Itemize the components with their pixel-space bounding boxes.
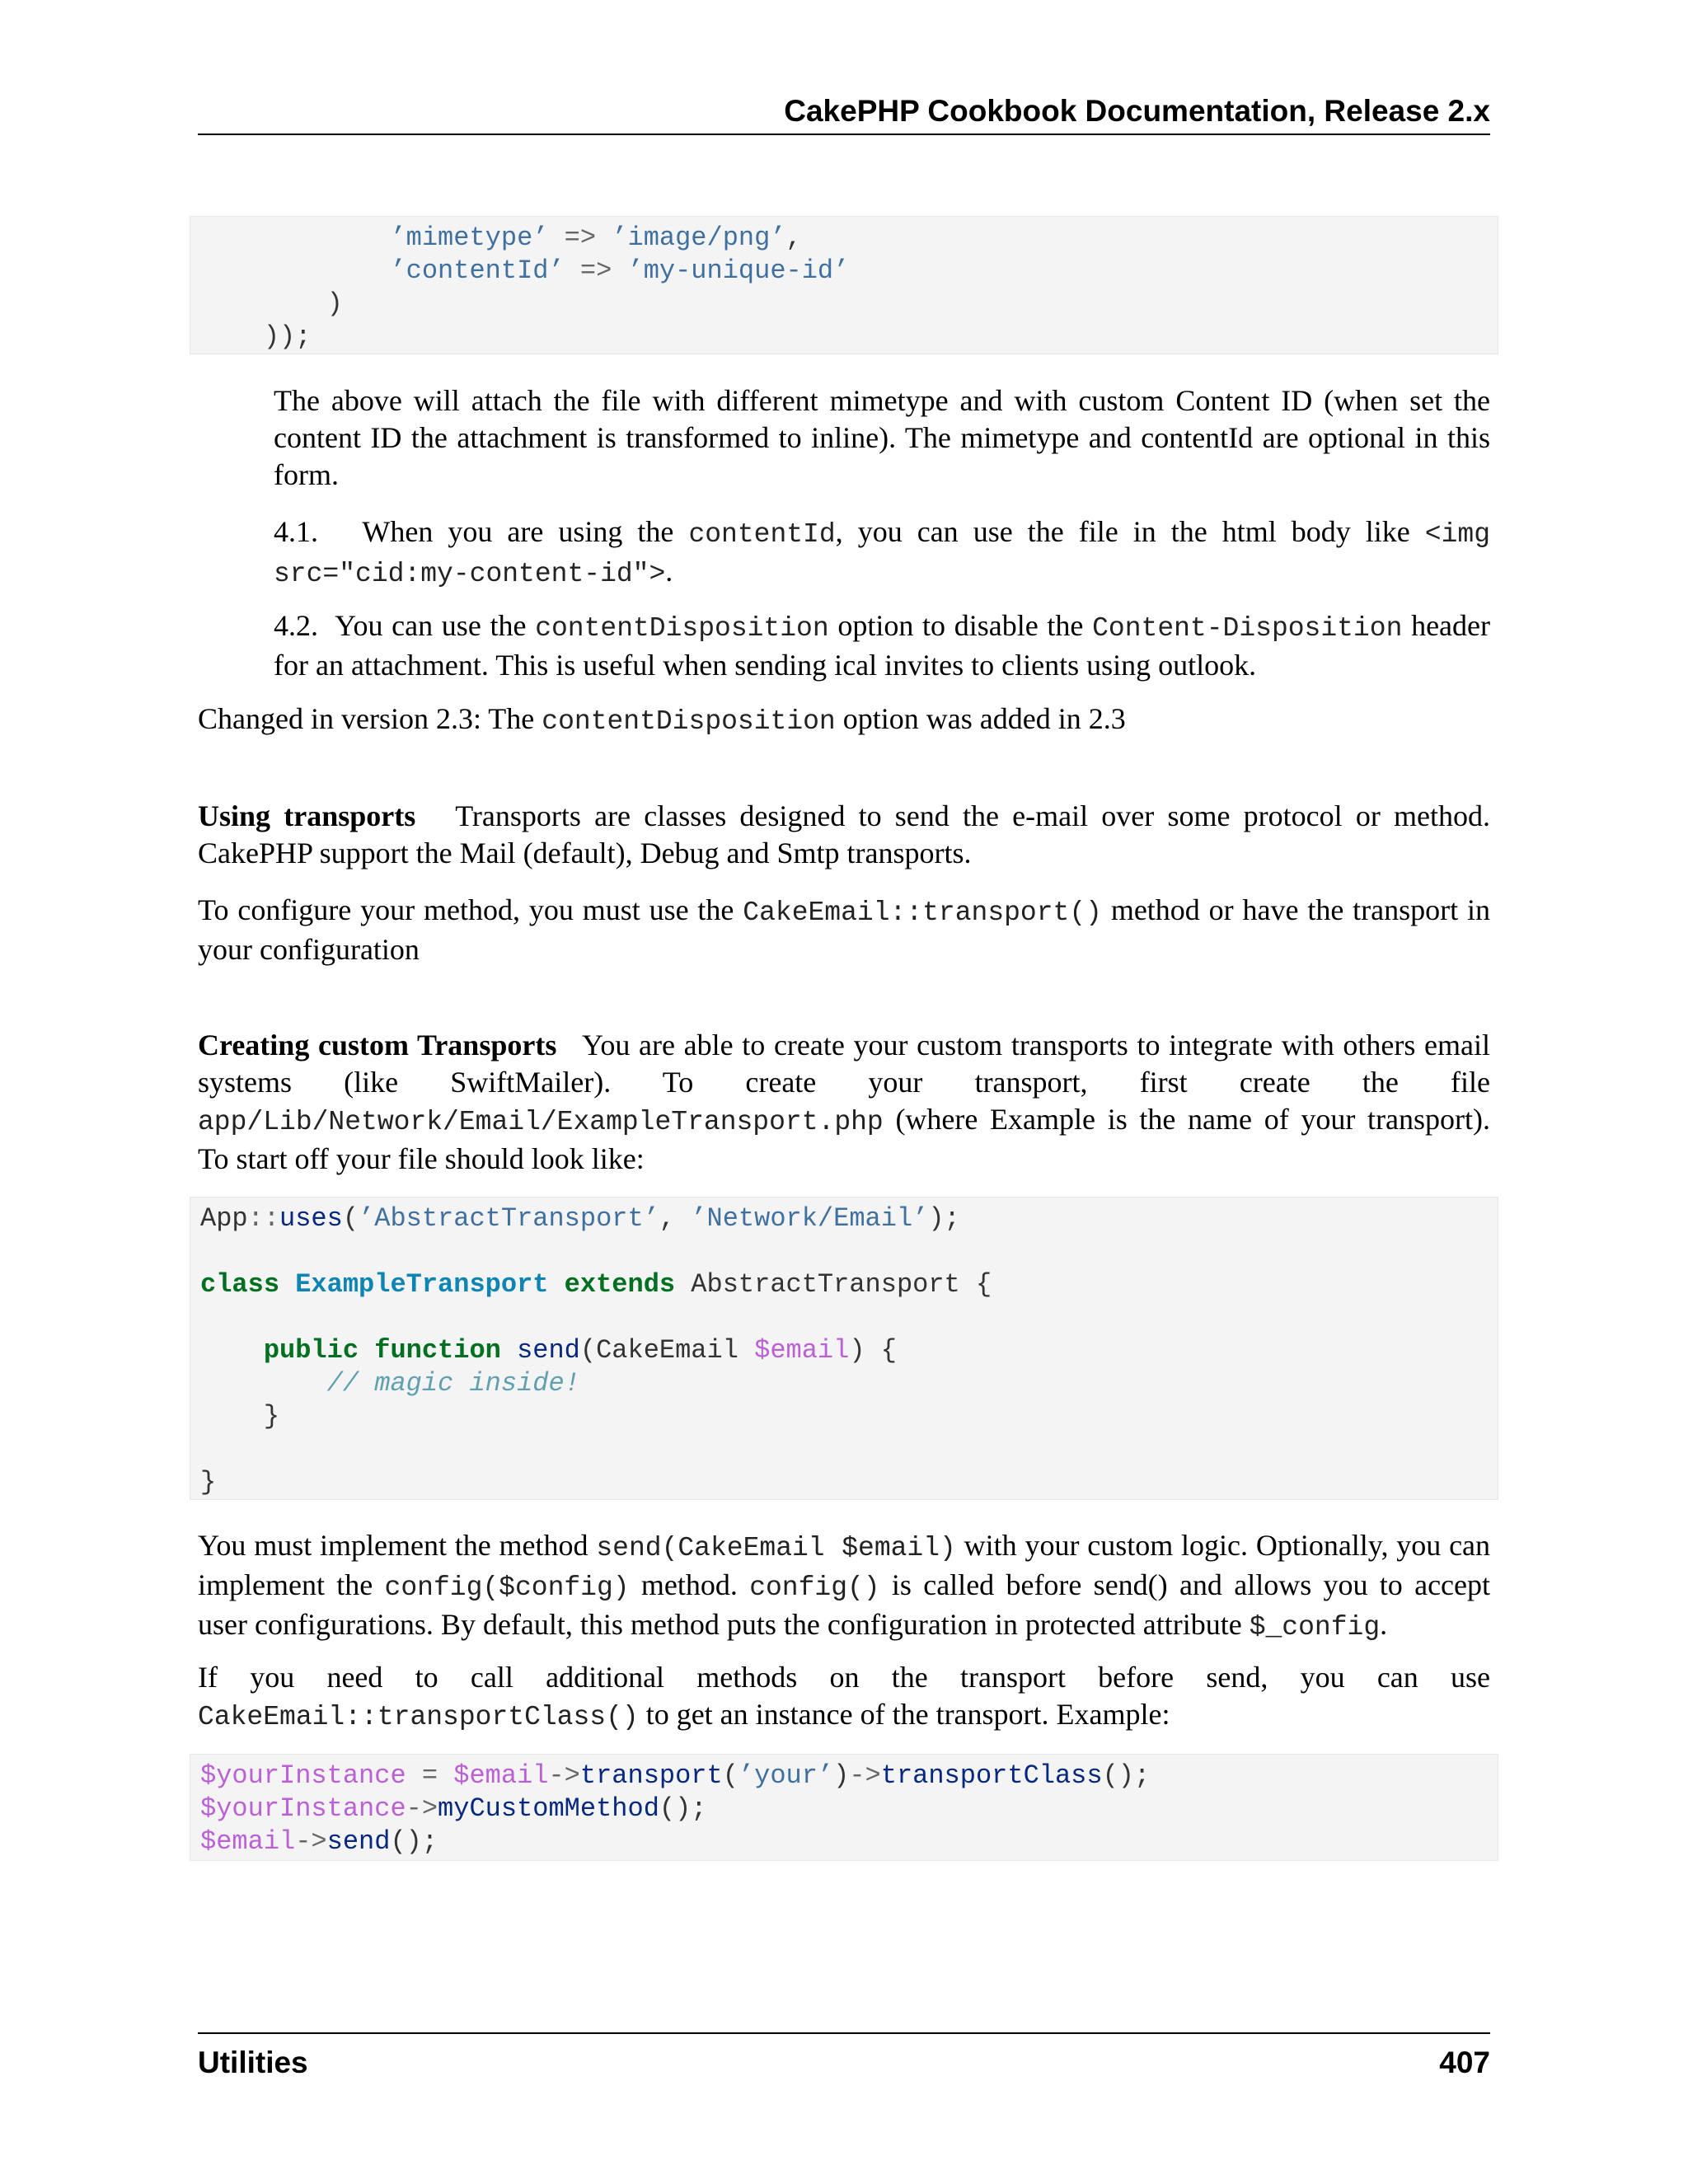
code-token: } [263,1401,280,1432]
section-heading: Creating custom Transports [198,1029,557,1062]
code-token: // magic inside! [326,1368,580,1399]
header-rule [198,134,1490,135]
code-token: (); [659,1793,707,1824]
code-token: ExampleTransport [295,1269,549,1300]
inline-code: Content-Disposition [1092,613,1403,644]
text-run: You must implement the method [198,1529,588,1562]
code-token: -> [406,1793,438,1824]
code-token: :: [247,1203,280,1234]
list-item-4-2 [274,607,1490,684]
version-change-note [198,701,1490,740]
text-run: If you need to call additional methods on the transport before send, you can use [198,1661,1490,1694]
code-token: public [263,1335,359,1366]
code-token: send [326,1826,391,1857]
code-token: $yourInstance [200,1760,406,1791]
code-token: transportClass [880,1760,1103,1791]
code-token: ); [928,1203,960,1234]
inline-code: CakeEmail::transportClass() [198,1702,639,1732]
inline-code: contentDisposition [542,706,836,737]
code-token: ) [326,288,343,319]
running-header: CakePHP Cookbook Documentation, Release 2.x [784,94,1490,128]
code-token: } [200,1467,217,1497]
text-run: . [1380,1608,1388,1641]
text-run: Transports are classes designed to send the e-mail over some protocol or method. CakePHP support the Mail (default), Debug and Smtp transports. [198,799,1490,869]
text-run: header for an attachment. This is useful when sending ical invites to clients using outlook. [274,609,1491,682]
code-token: $email [200,1826,296,1857]
paragraph-additional-methods [198,1659,1490,1736]
item-number: 4.2. [274,609,318,642]
code-token: ’mimetype’ [390,223,549,253]
text-run: When you are using the [362,515,674,548]
inline-code: send(CakeEmail $email) [596,1533,956,1563]
paragraph-configure [198,892,1490,968]
code-token: ’my-unique-id’ [627,255,850,286]
text-run: option was added in 2.3 [842,702,1126,735]
code-token: $email [754,1335,850,1366]
inline-code: $_config [1249,1612,1381,1643]
text-run: . [665,555,673,588]
code-token: , [659,1203,676,1234]
code-token: ( [722,1760,738,1791]
footer-section-title: Utilities [198,2046,308,2079]
code-token: -> [849,1760,881,1791]
inline-code: <img src="cid:my-content-id"> [274,519,1491,589]
code-token: App [200,1203,248,1234]
code-block-mimetype [190,216,1498,354]
code-token: => [579,255,612,286]
code-token: transport [579,1760,723,1791]
item-number: 4.1. [274,515,318,548]
code-token: send [517,1335,580,1366]
footer-rule [198,2032,1490,2034]
code-token: (); [390,1826,438,1857]
section-heading: Using transports [198,799,416,832]
text-run: (where Example is the name of your transport). To start off your file should look like: [198,1103,1490,1175]
list-item-4-1 [274,513,1490,593]
code-token: ) [833,1760,850,1791]
paragraph-implement-send [198,1527,1490,1646]
text-run: , you can use the file in the html body like [835,515,1410,548]
code-block-example-transport [190,1197,1498,1500]
page-number: 407 [1439,2046,1490,2079]
code-block-transport-class [190,1754,1498,1861]
inline-code: app/Lib/Network/Email/ExampleTransport.php [198,1107,884,1137]
code-token: uses [279,1203,343,1234]
code-token: ’your’ [738,1760,834,1791]
section-using-transports [198,798,1490,872]
text-run: To configure your method, you must use the [198,893,734,926]
code-token: AbstractTransport [691,1269,960,1300]
code-token: ) [849,1335,865,1366]
code-token: { [975,1269,992,1300]
inline-code: CakeEmail::transport() [743,898,1102,928]
text-run: You can use the [335,609,527,642]
inline-code: contentDisposition [535,613,829,644]
inline-code: config() [749,1572,880,1603]
code-token: (CakeEmail [579,1335,738,1366]
text-run: You are able to create your custom transports to integrate with others email systems (like SwiftMailer). To create your transport, first create the file [198,1029,1490,1099]
code-token: ’image/png’ [612,223,786,253]
inline-code: config($config) [384,1572,630,1603]
section-custom-transports [198,1027,1490,1178]
code-token: $email [453,1760,549,1791]
code-token: ’Network/Email’ [691,1203,929,1234]
text-run: method or have the transport in your configuration [198,893,1491,966]
code-token: , [785,223,802,253]
code-token: $yourInstance [200,1793,406,1824]
paragraph-attachment-info: The above will attach the file with different mimetype and with custom Content ID (when set the content ID the attachment is transformed to inline). The mimetype and contentId are optional in this form. [274,384,1490,491]
code-token: -> [295,1826,327,1857]
text-run: option to disable the [837,609,1084,642]
code-token: (); [1102,1760,1151,1791]
code-token: ( [342,1203,359,1234]
code-token: function [374,1335,501,1366]
code-token: { [880,1335,897,1366]
text-run: method. [640,1568,738,1601]
code-token: )); [263,321,312,352]
inline-code: contentId [688,519,836,550]
code-token: ’contentId’ [390,255,565,286]
code-token: myCustomMethod [438,1793,659,1824]
code-token: ’AbstractTransport’ [359,1203,659,1234]
text-run: with your custom logic. Optionally, you can implement the [198,1529,1491,1601]
code-token: class [200,1269,280,1300]
code-token: => [564,223,597,253]
text-run: Changed in version 2.3: The [198,702,535,735]
code-token: = [421,1760,438,1791]
text-run: is called before send() and allows you to accept user configurations. By default, this method puts the configuration in protected attribute [198,1568,1491,1641]
code-token: -> [548,1760,580,1791]
text-run: to get an instance of the transport. Example: [645,1698,1170,1731]
code-token: extends [564,1269,676,1300]
